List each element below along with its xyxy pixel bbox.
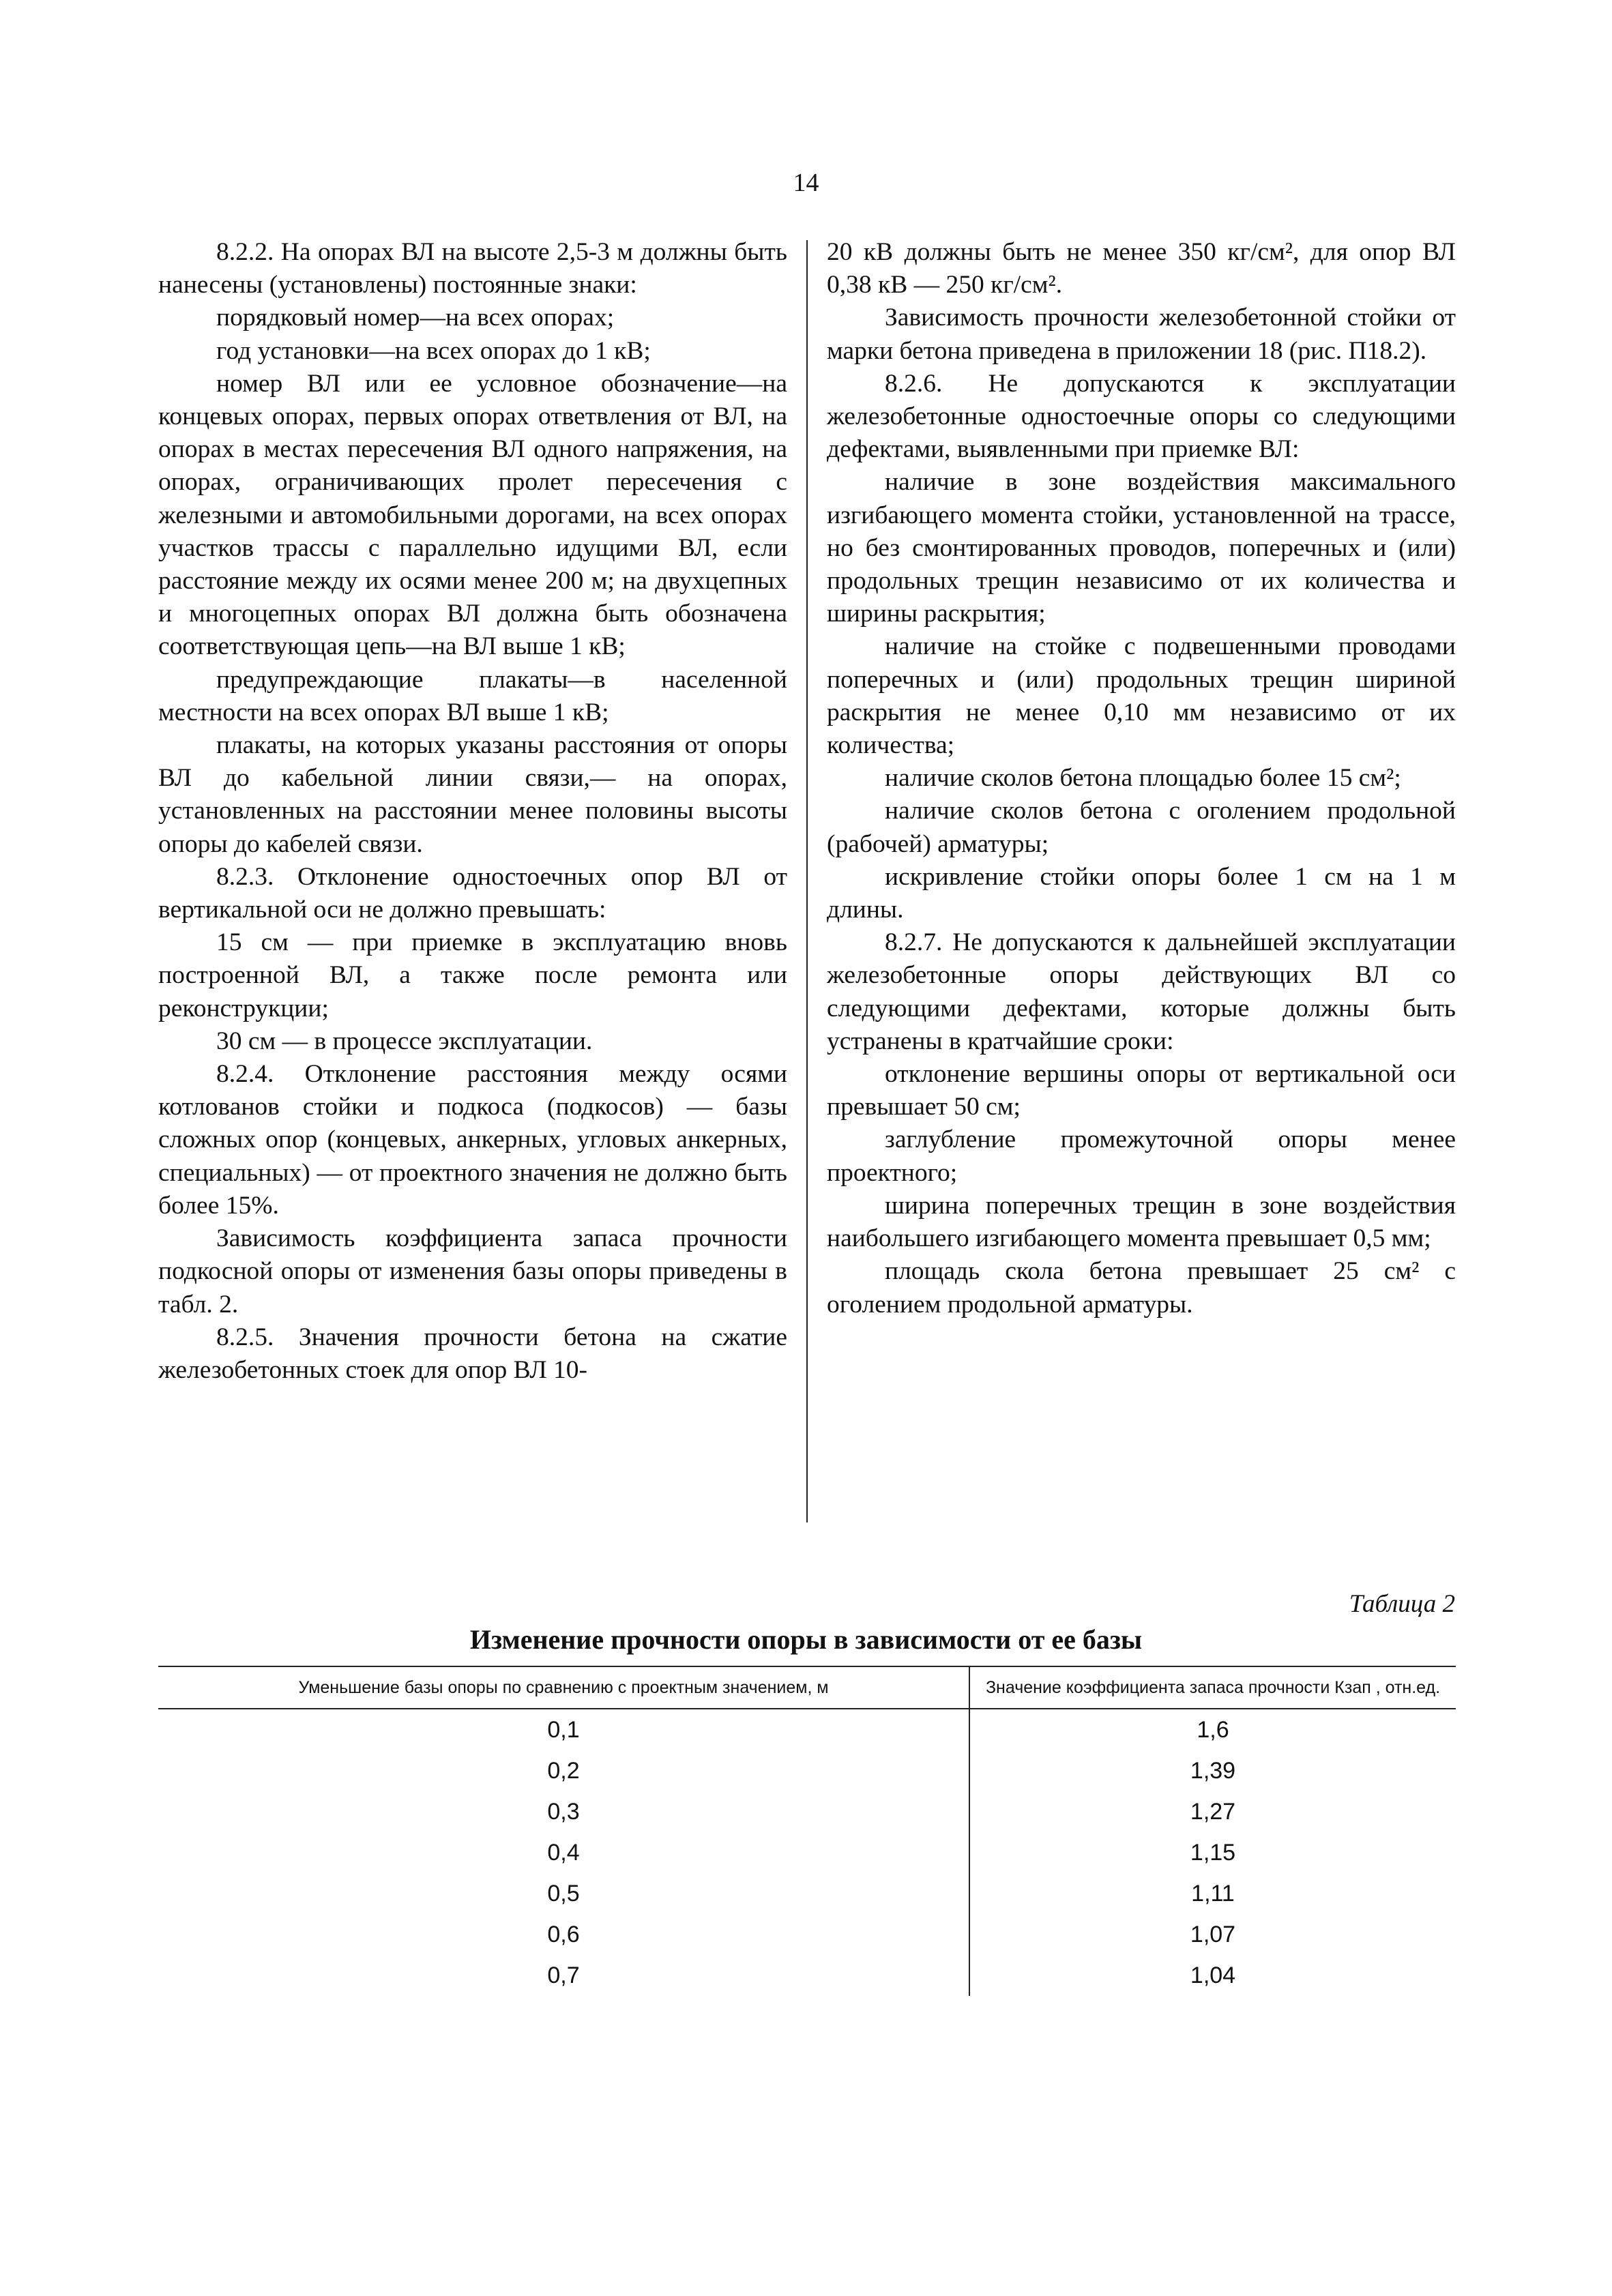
table-cell: 1,11	[1191, 1880, 1235, 1907]
table-cell: 0,4	[158, 1832, 969, 1873]
table-cell: 0,6	[158, 1914, 969, 1955]
right-column	[827, 236, 1456, 1321]
table-header-row	[158, 1666, 1456, 1709]
paragraph: 8.2.6. Не допускаются к эксплуатации железобетонные одностоечные опоры со следующими дефектами, выявленными при приемке ВЛ:	[827, 369, 1456, 464]
left-column	[158, 236, 787, 1387]
paragraph: заглубление промежуточной опоры менее проектного;	[827, 1125, 1456, 1187]
page-number: 14	[793, 168, 819, 197]
table-cell: 0,2	[158, 1750, 969, 1791]
paragraph: 15 см — при приемке в эксплуатацию вновь построенной ВЛ, а также после ремонта или реконструкции;	[158, 928, 787, 1022]
paragraph: ширина поперечных трещин в зоне воздействия наибольшего изгибающего момента превышает 0,5 мм;	[827, 1191, 1456, 1253]
table-cell: 1,27	[1190, 1798, 1236, 1825]
table-cell: 1,6	[1197, 1716, 1229, 1743]
paragraph: наличие сколов бетона площадью более 15 см²;	[885, 764, 1401, 793]
paragraph: 8.2.4. Отклонение расстояния между осями котлованов стойки и подкоса (подкосов) — базы сложных опор (концевых, анкерных, угловых анкерных, специальных) — от проектного значения не должно быть более 15%.	[158, 1060, 787, 1220]
table-row	[158, 1914, 1456, 1955]
paragraph: 30 см — в процессе эксплуатации.	[216, 1027, 593, 1055]
table-row	[158, 1873, 1456, 1914]
table-title: Изменение прочности опоры в зависимости от ее базы	[469, 1624, 1143, 1655]
paragraph: площадь скола бетона превышает 25 см² с оголением продольной арматуры.	[827, 1257, 1456, 1319]
data-table	[158, 1666, 1456, 1996]
paragraph: наличие сколов бетона с оголением продольной (рабочей) арматуры;	[827, 797, 1456, 858]
table-cell: 1,04	[1190, 1962, 1236, 1988]
paragraph: наличие в зоне воздействия максимального изгибающего момента стойки, установленной на трассе, но без смонтированных проводов, поперечных и (или) продольных трещин независимо от их количества и ширины раскрытия;	[827, 468, 1456, 628]
paragraph: 8.2.5. Значения прочности бетона на сжатие железобетонных стоек для опор ВЛ 10-	[158, 1323, 787, 1384]
table-row	[158, 1750, 1456, 1791]
paragraph: 8.2.3. Отклонение одностоечных опор ВЛ от вертикальной оси не должно превышать:	[158, 862, 787, 924]
paragraph: номер ВЛ или ее условное обозначение—на концевых опорах, первых опорах ответвления от ВЛ, на опорах в местах пересечения ВЛ одного напряжения, на опорах, ограничивающих пролет пересечения с железными и автомобильными дорогами, на всех опорах участков трассы с параллельно идущими ВЛ, если расстояние между их осями менее 200 м; на двухцепных и многоцепных опорах ВЛ должна быть обозначена соответствующая цепь—на ВЛ выше 1 кВ;	[158, 369, 787, 661]
paragraph: предупреждающие плакаты—в населенной местности на всех опорах ВЛ выше 1 кВ;	[158, 665, 787, 726]
paragraph: год установки—на всех опорах до 1 кВ;	[216, 336, 651, 365]
table-cell: 0,1	[158, 1709, 969, 1750]
paragraph: Зависимость коэффициента запаса прочности подкосной опоры от изменения базы опоры приведены в табл. 2.	[158, 1224, 787, 1319]
table-cell: 1,39	[1190, 1757, 1236, 1784]
table-header-base-reduction: Уменьшение базы опоры по сравнению с проектным значением, м	[158, 1666, 969, 1709]
paragraph: порядковый номер—на всех опорах;	[216, 304, 615, 332]
table-cell: 1,15	[1190, 1839, 1236, 1866]
paragraph: Зависимость прочности железобетонной стойки от марки бетона приведена в приложении 18 (рис. П18.2).	[827, 304, 1456, 365]
paragraph: плакаты, на которых указаны расстояния от опоры ВЛ до кабельной линии связи,— на опорах, установленных на расстоянии менее половины высоты опоры до кабелей связи.	[158, 731, 787, 858]
table-caption: Таблица 2	[1349, 1590, 1455, 1618]
table-row	[158, 1955, 1456, 1996]
table-row	[158, 1709, 1456, 1750]
paragraph: наличие на стойке с подвешенными проводами поперечных и (или) продольных трещин шириной раскрытия не менее 0,10 мм независимо от их количества;	[827, 632, 1456, 760]
paragraph: 20 кВ должны быть не менее 350 кг/см², для опор ВЛ 0,38 кВ — 250 кг/см².	[827, 238, 1456, 299]
table-header-safety-factor: Значение коэффициента запаса прочности Кзап , отн.ед.	[969, 1666, 1456, 1709]
paragraph: отклонение вершины опоры от вертикальной оси превышает 50 см;	[827, 1060, 1456, 1121]
table-cell: 0,3	[158, 1791, 969, 1832]
paragraph: искривление стойки опоры более 1 см на 1 м длины.	[827, 862, 1456, 924]
paragraph: 8.2.2. На опорах ВЛ на высоте 2,5-3 м должны быть нанесены (установлены) постоянные знаки:	[158, 238, 787, 299]
table-row	[158, 1791, 1456, 1832]
column-divider	[806, 240, 808, 1522]
table-cell: 1,07	[1190, 1921, 1236, 1947]
table-row	[158, 1832, 1456, 1873]
table-cell: 0,5	[158, 1873, 969, 1914]
paragraph: 8.2.7. Не допускаются к дальнейшей эксплуатации железобетонные опоры действующих ВЛ со следующими дефектами, которые должны быть устранены в кратчайшие сроки:	[827, 928, 1456, 1055]
table-cell: 0,7	[158, 1955, 969, 1996]
